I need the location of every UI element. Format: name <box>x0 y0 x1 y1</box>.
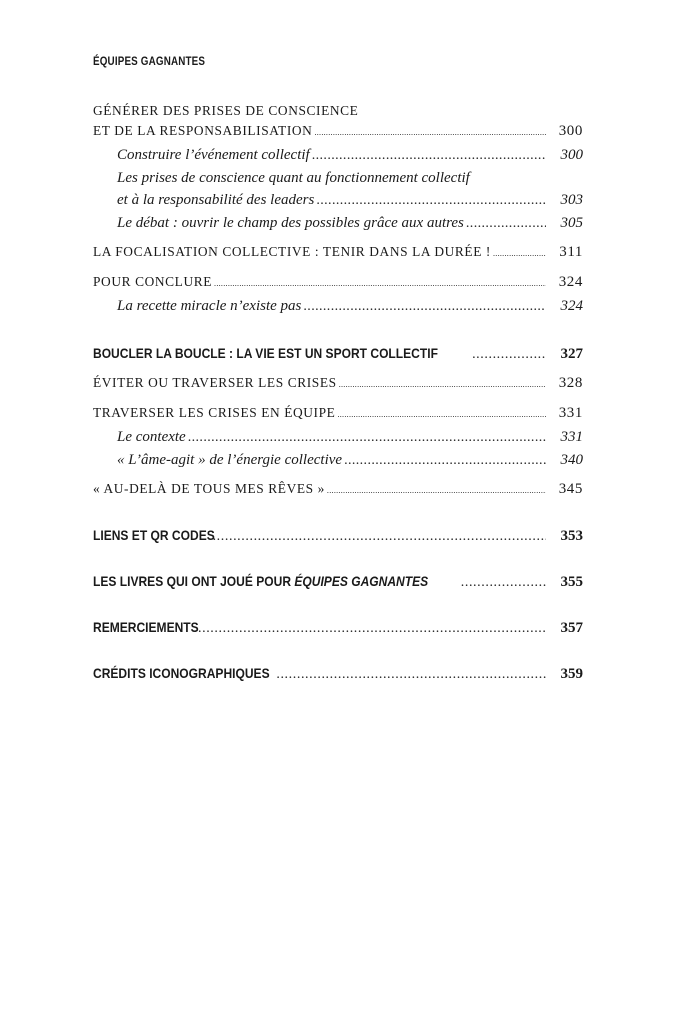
toc-entry-label: ÉVITER OU TRAVERSER LES CRISES <box>93 375 337 390</box>
leader-dots <box>472 344 546 366</box>
toc-entry[interactable] <box>93 295 583 318</box>
toc-entry-label: Le contexte <box>117 429 186 445</box>
leader-dots <box>303 296 546 318</box>
toc-entry[interactable] <box>93 189 583 212</box>
toc-section-label: CRÉDITS ICONOGRAPHIQUES <box>93 665 270 681</box>
toc-entry-label: et à la responsabilité des leaders <box>117 192 315 208</box>
leader-dots <box>344 450 546 472</box>
toc-entry-line: Les prises de conscience quant au fonctionnement collectif <box>117 170 470 186</box>
toc-page-number: 305 <box>560 215 583 231</box>
table-of-contents <box>93 100 583 686</box>
toc-entry[interactable] <box>93 144 583 167</box>
toc-entry-label: La recette miracle n’existe pas <box>117 298 302 314</box>
leader-dots <box>194 618 546 640</box>
toc-section-label: BOUCLER LA BOUCLE : LA VIE EST UN SPORT COLLECTIF <box>93 345 438 361</box>
toc-section[interactable] <box>93 342 583 366</box>
toc-section-label <box>93 570 428 592</box>
toc-entry-label: TRAVERSER LES CRISES EN ÉQUIPE <box>93 405 336 420</box>
toc-entry-label: POUR CONCLURE <box>93 274 213 289</box>
toc-page-number: 328 <box>558 375 583 391</box>
toc-entry[interactable] <box>93 120 583 144</box>
toc-page-number: 340 <box>560 452 583 468</box>
toc-page-number: 331 <box>558 405 583 421</box>
leader-dots <box>327 480 546 502</box>
running-head: ÉQUIPES GAGNANTES <box>93 54 206 68</box>
toc-page-number: 324 <box>558 274 583 290</box>
toc-entry-label: ET DE LA RESPONSABILISATION <box>93 123 313 138</box>
leader-dots <box>466 213 546 235</box>
leader-dots <box>213 526 546 548</box>
toc-entry[interactable] <box>93 271 583 295</box>
leader-dots <box>214 273 546 295</box>
toc-entry-label: Le débat : ouvrir le champ des possibles grâce aux autres <box>117 215 464 231</box>
toc-section[interactable] <box>93 570 583 594</box>
toc-page-number: 345 <box>558 481 583 497</box>
toc-section[interactable] <box>93 662 583 686</box>
toc-entry-label: « AU-DELÀ DE TOUS MES RÊVES » <box>93 481 325 496</box>
leader-dots <box>493 243 546 265</box>
toc-entry[interactable] <box>93 212 583 235</box>
toc-page-number: 359 <box>560 666 583 682</box>
toc-entry-label: Construire l’événement collectif <box>117 147 310 163</box>
toc-entry[interactable] <box>93 478 583 502</box>
toc-page-number: 353 <box>560 528 583 544</box>
toc-page-number: 327 <box>560 346 583 362</box>
toc-page-number: 357 <box>560 620 583 636</box>
toc-section-label-prefix: LES LIVRES QUI ONT JOUÉ POUR <box>93 573 295 589</box>
leader-dots <box>337 404 546 426</box>
toc-entry[interactable] <box>93 426 583 449</box>
toc-page-number: 303 <box>560 192 583 208</box>
toc-entry[interactable] <box>93 402 583 426</box>
toc-entry[interactable] <box>93 241 583 265</box>
toc-entry[interactable] <box>93 372 583 396</box>
toc-page-number: 300 <box>560 147 583 163</box>
leader-dots <box>188 427 546 449</box>
leader-dots <box>316 190 546 212</box>
toc-page-number: 355 <box>560 574 583 590</box>
toc-section-label-book-title: ÉQUIPES GAGNANTES <box>294 573 429 589</box>
toc-page-number: 331 <box>560 429 583 445</box>
toc-page-number: 324 <box>560 298 583 314</box>
toc-entry-line: GÉNÉRER DES PRISES DE CONSCIENCE <box>93 103 359 118</box>
toc-entry-label: LA FOCALISATION COLLECTIVE : TENIR DANS LA DURÉE ! <box>93 244 491 259</box>
toc-page-number: 311 <box>559 244 583 260</box>
leader-dots <box>314 122 546 144</box>
leader-dots <box>461 572 546 594</box>
toc-entry[interactable] <box>93 449 583 472</box>
toc-page-number: 300 <box>558 123 583 139</box>
toc-entry-label: « L’âme-agit » de l’énergie collective <box>117 452 343 468</box>
toc-section-label: LIENS ET QR CODES <box>93 527 215 543</box>
leader-dots <box>276 664 546 686</box>
leader-dots <box>339 374 546 396</box>
leader-dots <box>312 145 546 167</box>
toc-section-label: REMERCIEMENTS <box>93 619 199 635</box>
toc-section[interactable] <box>93 524 583 548</box>
toc-section[interactable] <box>93 616 583 640</box>
